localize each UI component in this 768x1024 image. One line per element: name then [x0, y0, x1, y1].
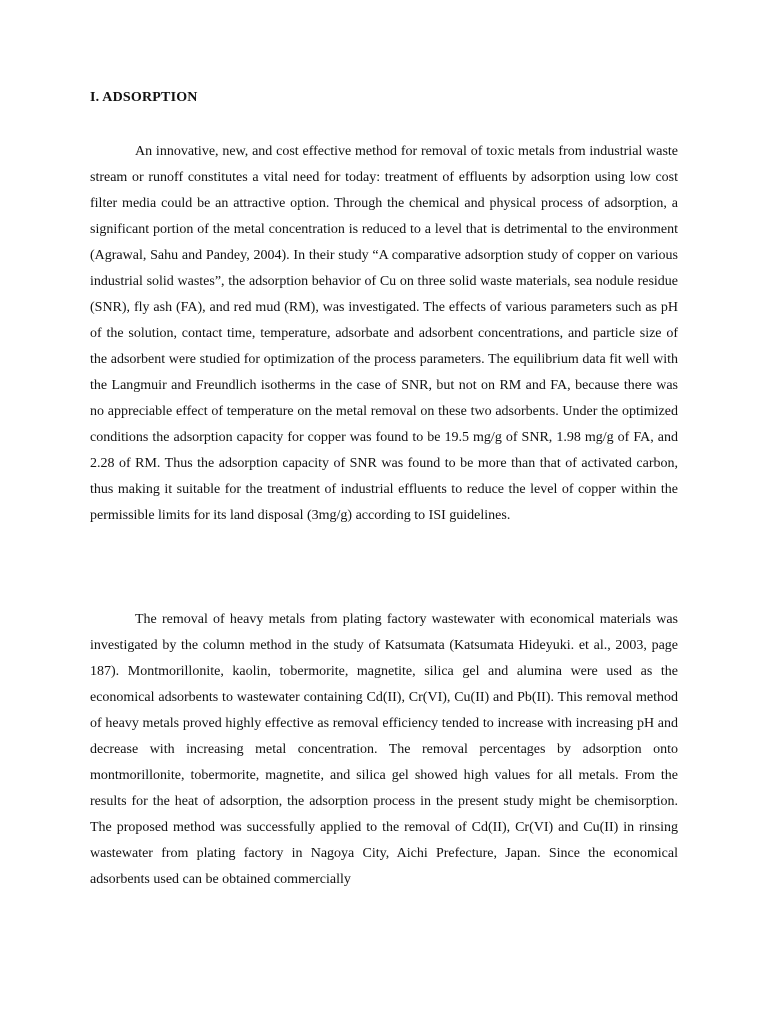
paragraph-2: The removal of heavy metals from plating factory wastewater with economical materials was investigated by the column method in the study of Katsumata (Katsumata Hideyuki. et al., 2003, page 187). Montmorillonite, kaolin, tobermorite, magnetite, silica gel and alumina were used as the economical adsorbents to wastewater containing Cd(II), Cr(VI), Cu(II) and Pb(II). This removal method of heavy metals proved highly effective as removal efficiency tended to increase with increasing pH and decrease with increasing metal concentration. The removal percentages by adsorption onto montmorillonite, tobermorite, magnetite, and silica gel showed high values for all metals. From the results for the heat of adsorption, the adsorption process in the present study might be chemisorption. The proposed method was successfully applied to the removal of Cd(II), Cr(VI) and Cu(II) in rinsing wastewater from plating factory in Nagoya City, Aichi Prefecture, Japan. Since the economical adsorbents used can be obtained commercially	[90, 612, 678, 887]
section-heading: I. ADSORPTION	[90, 90, 198, 105]
paragraph-1: An innovative, new, and cost effective method for removal of toxic metals from industrial waste stream or runoff constitutes a vital need for today: treatment of effluents by adsorption using low cost filter media could be an attractive option. Through the chemical and physical process of adsorption, a significant portion of the metal concentration is reduced to a level that is detrimental to the environment (Agrawal, Sahu and Pandey, 2004). In their study “A comparative adsorption study of copper on various industrial solid wastes”, the adsorption behavior of Cu on three solid waste materials, sea nodule residue (SNR), fly ash (FA), and red mud (RM), was investigated. The effects of various parameters such as pH of the solution, contact time, temperature, adsorbate and adsorbent concentrations, and particle size of the adsorbent were studied for optimization of the process parameters. The equilibrium data fit well with the Langmuir and Freundlich isotherms in the case of SNR, but not on RM and FA, because there was no appreciable effect of temperature on the metal removal on these two adsorbents. Under the optimized conditions the adsorption capacity for copper was found to be 19.5 mg/g of SNR, 1.98 mg/g of FA, and 2.28 of RM. Thus the adsorption capacity of SNR was found to be more than that of activated carbon, thus making it suitable for the treatment of industrial effluents to reduce the level of copper within the permissible limits for its land disposal (3mg/g) according to ISI guidelines.	[90, 144, 678, 523]
